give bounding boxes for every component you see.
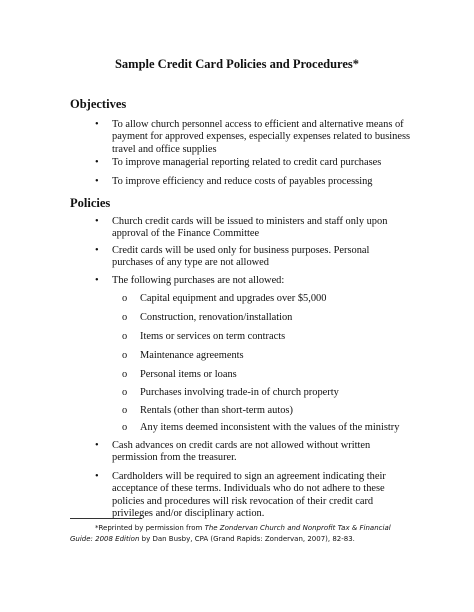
footnote-prefix: *Reprinted by permission from xyxy=(95,524,205,532)
policy-text: The following purchases are not allowed: xyxy=(112,275,285,286)
sub-bullet-marker: o xyxy=(122,369,128,380)
objective-text: To allow church personnel access to efficient and alternative means of payment for approved expenses, especially expenses related to business travel and office supplies xyxy=(112,119,411,155)
bullet-marker: • xyxy=(95,245,99,256)
bullet-marker: • xyxy=(95,275,99,286)
document-title: Sample Credit Card Policies and Procedures* xyxy=(114,57,360,71)
sublist-text: Any items deemed inconsistent with the values of the ministry xyxy=(140,422,400,433)
objective-text: To improve managerial reporting related to credit card purchases xyxy=(112,157,382,168)
sublist-text: Personal items or loans xyxy=(140,369,237,380)
footnote xyxy=(70,523,410,544)
footnote-book-title: The Zondervan Church and Nonprofit Tax & Financial Guide: 2008 Edition xyxy=(70,524,391,543)
footnote-suffix: by Dan Busby, CPA (Grand Rapids: Zondervan, 2007), 82-83. xyxy=(139,534,355,543)
policies-heading: Policies xyxy=(70,196,111,210)
bullet-marker: • xyxy=(95,119,99,130)
sub-bullet-marker: o xyxy=(122,312,128,323)
bullet-marker: • xyxy=(95,176,99,187)
objectives-heading: Objectives xyxy=(70,97,127,111)
sub-bullet-marker: o xyxy=(122,350,128,361)
sub-bullet-marker: o xyxy=(122,331,128,342)
sublist-text: Capital equipment and upgrades over $5,000 xyxy=(140,293,327,304)
sub-bullet-marker: o xyxy=(122,387,128,398)
sublist-text: Rentals (other than short-term autos) xyxy=(140,405,293,416)
sub-bullet-marker: o xyxy=(122,293,128,304)
sublist-text: Maintenance agreements xyxy=(140,350,244,361)
bullet-marker: • xyxy=(95,157,99,168)
sub-bullet-marker: o xyxy=(122,422,128,433)
objective-text: To improve efficiency and reduce costs of payables processing xyxy=(112,176,373,187)
sublist-text: Construction, renovation/installation xyxy=(140,312,293,323)
bullet-marker: • xyxy=(95,216,99,227)
sublist-text: Items or services on term contracts xyxy=(140,331,286,342)
policy-text: Cash advances on credit cards are not allowed without written permission from the treasurer. xyxy=(112,440,371,464)
bullet-marker: • xyxy=(95,440,99,451)
policy-text: Credit cards will be used only for business purposes. Personal purchases of any type are not allowed xyxy=(112,245,370,269)
sublist-text: Purchases involving trade-in of church property xyxy=(140,387,339,398)
policy-text: Church credit cards will be issued to ministers and staff only upon approval of the Finance Committee xyxy=(112,216,388,240)
sub-bullet-marker: o xyxy=(122,405,128,416)
bullet-marker: • xyxy=(95,471,99,482)
footnote-divider xyxy=(70,518,142,519)
policy-text: Cardholders will be required to sign an agreement indicating their acceptance of these terms. Individuals who do not adhere to these policies and procedures will risk revocation of their credit card privileges and/or disciplinary action. xyxy=(112,471,386,519)
